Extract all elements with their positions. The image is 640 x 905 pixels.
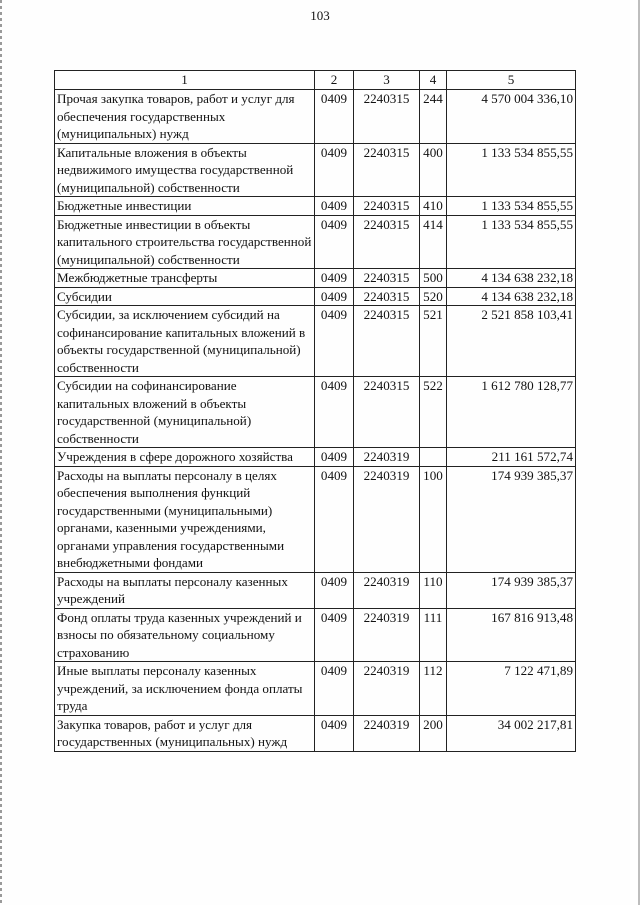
row-name: Капитальные вложения в объекты недвижимого имущества государственной (муниципальной) собственности [55, 143, 315, 197]
table-row [55, 90, 576, 144]
row-amount: 174 939 385,37 [447, 466, 576, 572]
row-target: 2240315 [354, 306, 420, 377]
row-type: 500 [420, 269, 447, 288]
table-row [55, 306, 576, 377]
row-section: 0409 [315, 143, 354, 197]
table-row [55, 215, 576, 269]
row-name: Иные выплаты персоналу казенных учреждений, за исключением фонда оплаты труда [55, 662, 315, 716]
row-target: 2240319 [354, 608, 420, 662]
row-target: 2240315 [354, 269, 420, 288]
row-amount: 1 133 534 855,55 [447, 215, 576, 269]
row-amount: 34 002 217,81 [447, 715, 576, 751]
row-target: 2240319 [354, 572, 420, 608]
column-header-section: 2 [315, 71, 354, 90]
row-target: 2240315 [354, 377, 420, 448]
table-row [55, 715, 576, 751]
row-section: 0409 [315, 197, 354, 216]
row-section: 0409 [315, 269, 354, 288]
row-name: Расходы на выплаты персоналу в целях обеспечения выполнения функций государственными (муниципальными) органами, казенными учреждениями, органами управления государственными внебюджетными фондами [55, 466, 315, 572]
row-type: 521 [420, 306, 447, 377]
row-target: 2240315 [354, 215, 420, 269]
row-section: 0409 [315, 715, 354, 751]
row-section: 0409 [315, 287, 354, 306]
row-amount: 211 161 572,74 [447, 448, 576, 467]
row-type [420, 448, 447, 467]
scan-edge-left [0, 0, 2, 905]
row-section: 0409 [315, 572, 354, 608]
budget-table [54, 70, 576, 752]
row-section: 0409 [315, 90, 354, 144]
row-section: 0409 [315, 662, 354, 716]
table-row [55, 572, 576, 608]
table-row [55, 466, 576, 572]
row-name: Прочая закупка товаров, работ и услуг для обеспечения государственных (муниципальных) нужд [55, 90, 315, 144]
row-type: 100 [420, 466, 447, 572]
row-amount: 4 134 638 232,18 [447, 287, 576, 306]
row-amount: 7 122 471,89 [447, 662, 576, 716]
row-type: 522 [420, 377, 447, 448]
row-name: Бюджетные инвестиции [55, 197, 315, 216]
row-type: 110 [420, 572, 447, 608]
row-name: Закупка товаров, работ и услуг для государственных (муниципальных) нужд [55, 715, 315, 751]
row-name: Субсидии на софинансирование капитальных вложений в объекты государственной (муниципальной) собственности [55, 377, 315, 448]
row-name: Субсидии, за исключением субсидий на софинансирование капитальных вложений в объекты государственной (муниципальной) собственности [55, 306, 315, 377]
column-header-name: 1 [55, 71, 315, 90]
row-amount: 2 521 858 103,41 [447, 306, 576, 377]
column-header-type: 4 [420, 71, 447, 90]
table-row [55, 287, 576, 306]
row-name: Субсидии [55, 287, 315, 306]
column-header-amount: 5 [447, 71, 576, 90]
row-name: Бюджетные инвестиции в объекты капитального строительства государственной (муниципальной) собственности [55, 215, 315, 269]
row-type: 200 [420, 715, 447, 751]
row-amount: 4 134 638 232,18 [447, 269, 576, 288]
row-amount: 167 816 913,48 [447, 608, 576, 662]
row-type: 410 [420, 197, 447, 216]
row-amount: 174 939 385,37 [447, 572, 576, 608]
row-name: Расходы на выплаты персоналу казенных учреждений [55, 572, 315, 608]
table-row [55, 448, 576, 467]
table-row [55, 143, 576, 197]
row-target: 2240319 [354, 466, 420, 572]
row-section: 0409 [315, 466, 354, 572]
row-type: 400 [420, 143, 447, 197]
row-type: 244 [420, 90, 447, 144]
row-section: 0409 [315, 448, 354, 467]
row-name: Фонд оплаты труда казенных учреждений и взносы по обязательному социальному страхованию [55, 608, 315, 662]
table-row [55, 662, 576, 716]
table-row [55, 608, 576, 662]
row-type: 520 [420, 287, 447, 306]
row-target: 2240315 [354, 143, 420, 197]
page-number: 103 [310, 8, 330, 23]
row-target: 2240315 [354, 197, 420, 216]
row-type: 112 [420, 662, 447, 716]
row-type: 414 [420, 215, 447, 269]
table-header-row [55, 71, 576, 90]
row-name: Учреждения в сфере дорожного хозяйства [55, 448, 315, 467]
table-row [55, 197, 576, 216]
row-section: 0409 [315, 608, 354, 662]
table-row [55, 377, 576, 448]
row-target: 2240319 [354, 448, 420, 467]
column-header-target: 3 [354, 71, 420, 90]
row-amount: 1 133 534 855,55 [447, 143, 576, 197]
row-target: 2240319 [354, 662, 420, 716]
row-section: 0409 [315, 215, 354, 269]
row-amount: 1 612 780 128,77 [447, 377, 576, 448]
row-target: 2240315 [354, 287, 420, 306]
row-type: 111 [420, 608, 447, 662]
row-name: Межбюджетные трансферты [55, 269, 315, 288]
row-section: 0409 [315, 306, 354, 377]
row-target: 2240319 [354, 715, 420, 751]
row-amount: 1 133 534 855,55 [447, 197, 576, 216]
table-row [55, 269, 576, 288]
row-target: 2240315 [354, 90, 420, 144]
row-amount: 4 570 004 336,10 [447, 90, 576, 144]
row-section: 0409 [315, 377, 354, 448]
